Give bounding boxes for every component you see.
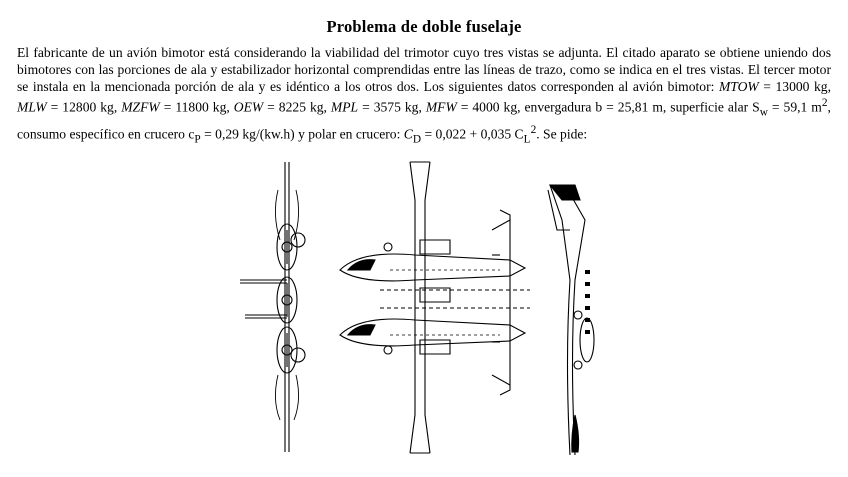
side-view-drawing — [548, 185, 594, 455]
area-superscript: 2 — [821, 97, 828, 110]
span-text: envergadura b = 25,81 m, — [524, 99, 667, 115]
front-view-drawing — [240, 162, 305, 452]
consumption-value: = 0,29 kg/(kw.h) y polar en crucero: — [200, 126, 401, 142]
polar-subscript-l: L — [523, 132, 531, 145]
mlw-label: MLW — [17, 99, 47, 115]
mtow-value: = 13000 kg, — [763, 79, 831, 95]
mpl-label: MPL — [330, 99, 359, 115]
polar-subscript: D — [412, 132, 422, 145]
top-view-drawing — [340, 162, 530, 453]
intro-text: El fabricante de un avión bimotor está considerando la viabilidad del trimotor cuyo tres vistas se adjunta. El citado aparato se obtiene uniendo dos bimotores con las porciones de ala y estabilizador horizontal comprendidas entre las líneas de trazo, como se indica en el tres vistas. El tercer motor se instala en la mencionada porción de ala y es idéntico a los otros dos. Los siguientes datos corresponden al avión bimotor: — [17, 45, 831, 95]
polar-value: = 0,022 + 0,035 C — [421, 126, 524, 142]
problem-statement — [17, 44, 831, 148]
mfw-value: = 4000 kg, — [460, 99, 521, 115]
mlw-value: = 12800 kg, — [50, 99, 118, 115]
mpl-value: = 3575 kg, — [362, 99, 422, 115]
polar-symbol: C — [403, 126, 413, 142]
document-title: Problema de doble fuselaje — [326, 17, 522, 36]
consumption-text: , consumo específico en crucero c — [17, 99, 831, 142]
area-text: superficie alar S — [670, 99, 760, 115]
consumption-subscript: P — [194, 132, 201, 145]
area-value: = 59,1 m — [767, 99, 822, 115]
oew-label: OEW — [233, 99, 264, 115]
mfw-label: MFW — [425, 99, 457, 115]
oew-value: = 8225 kg, — [267, 99, 327, 115]
mzfw-label: MZFW — [121, 99, 160, 115]
polar-superscript: 2 — [530, 123, 537, 136]
mzfw-value: = 11800 kg, — [163, 99, 230, 115]
ending-text: . Se pide: — [536, 126, 588, 142]
mtow-label: MTOW — [718, 79, 759, 95]
aircraft-three-view-figure — [230, 160, 630, 455]
area-subscript: w — [759, 106, 768, 119]
